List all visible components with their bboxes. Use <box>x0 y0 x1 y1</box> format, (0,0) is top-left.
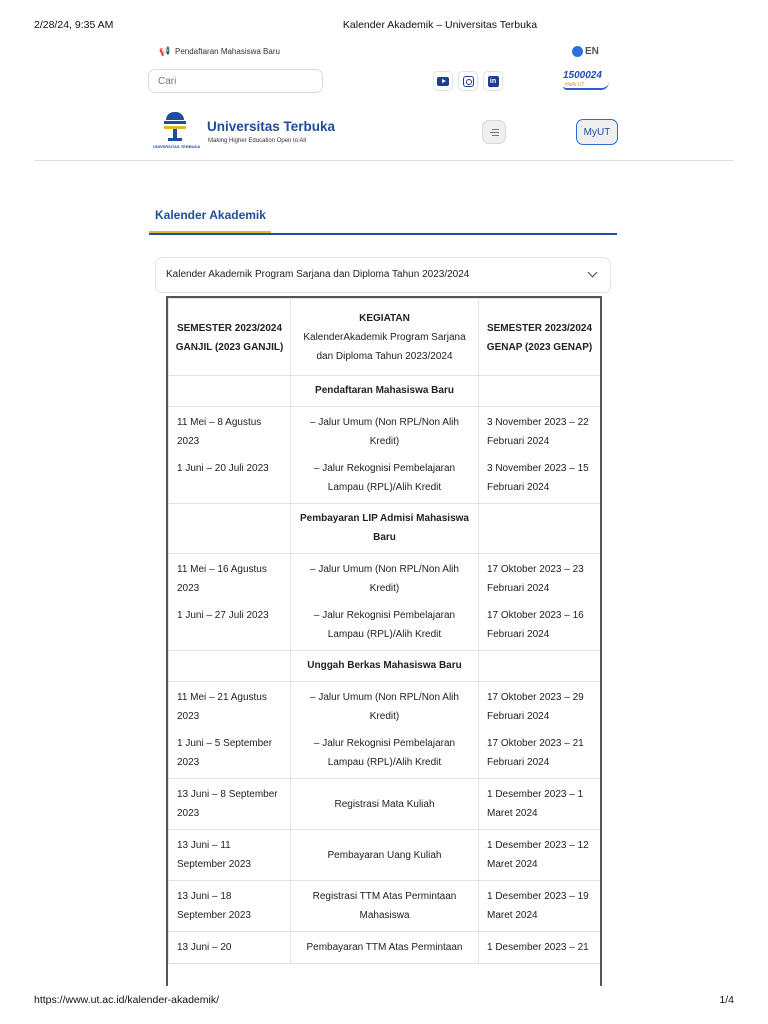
myut-button[interactable]: MyUT <box>576 119 618 145</box>
header-kegiatan <box>291 299 479 376</box>
title-underline-accent <box>149 231 271 233</box>
page-title: Kalender Akademik <box>155 208 266 222</box>
print-page-number: 1/4 <box>719 994 734 1006</box>
category-cell: Unggah Berkas Mahasiswa Baru <box>291 651 479 682</box>
kegiatan-cell: Pembayaran TTM Atas Permintaan <box>291 932 479 964</box>
header-divider <box>35 160 733 161</box>
hotline-caption: Hallo UT <box>565 82 585 88</box>
category-cell: Pendaftaran Mahasiswa Baru <box>291 376 479 407</box>
ganjil-cell: 11 Mei – 21 Agustus 2023 1 Juni – 5 September 2023 <box>169 682 291 779</box>
kegiatan-cell: Registrasi Mata Kuliah <box>291 779 479 830</box>
kegiatan-cell: – Jalur Umum (Non RPL/Non Alih Kredit) – Jalur Rekognisi Pembelajaran Lampau (RPL)/Alih Kredit <box>291 407 479 504</box>
genap-cell: 3 November 2023 – 22 Februari 2024 3 November 2023 – 15 Februari 2024 <box>479 407 601 504</box>
instagram-link[interactable] <box>458 71 478 91</box>
genap-cell: 1 Desember 2023 – 21 <box>479 932 601 964</box>
instagram-icon <box>463 76 474 87</box>
table-header-row <box>169 299 601 376</box>
kegiatan-cell: – Jalur Umum (Non RPL/Non Alih Kredit) – Jalur Rekognisi Pembelajaran Lampau (RPL)/Alih Kredit <box>291 554 479 651</box>
hamburger-icon <box>492 129 499 130</box>
title-underline <box>149 233 617 235</box>
announcement-link[interactable] <box>159 46 280 56</box>
hotline-number: 1500024 <box>563 70 602 81</box>
ganjil-cell: 13 Juni – 18 September 2023 <box>169 881 291 932</box>
ganjil-cell: 13 Juni – 11 September 2023 <box>169 830 291 881</box>
table-row <box>169 932 601 964</box>
print-url: https://www.ut.ac.id/kalender-akademik/ <box>34 994 220 1006</box>
kegiatan-cell: Pembayaran Uang Kuliah <box>291 830 479 881</box>
header-kegiatan-subtitle: KalenderAkademik Program Sarjana dan Diploma Tahun 2023/2024 <box>303 332 466 362</box>
genap-cell: 1 Desember 2023 – 12 Maret 2024 <box>479 830 601 881</box>
ganjil-cell: 13 Juni – 20 <box>169 932 291 964</box>
university-emblem-icon <box>162 112 188 142</box>
table-row <box>169 504 601 554</box>
accordion-header[interactable] <box>155 257 611 293</box>
print-header <box>0 0 768 40</box>
table-row <box>169 407 601 504</box>
linkedin-link[interactable] <box>483 71 503 91</box>
header-semester-genap: SEMESTER 2023/2024 GENAP (2023 GENAP) <box>479 299 601 376</box>
site-name: Universitas Terbuka <box>207 119 336 134</box>
print-datetime: 2/28/24, 9:35 AM <box>34 19 114 31</box>
table-row <box>169 554 601 651</box>
top-bar <box>149 46 619 62</box>
table-row <box>169 651 601 682</box>
table-row <box>169 881 601 932</box>
calendar-table <box>168 298 601 964</box>
site-logo[interactable] <box>152 110 352 152</box>
search-input[interactable] <box>148 69 323 93</box>
ganjil-cell: 11 Mei – 8 Agustus 2023 1 Juni – 20 Juli 2023 <box>169 407 291 504</box>
logo-caption: UNIVERSITAS TERBUKA <box>153 144 201 149</box>
genap-cell: 17 Oktober 2023 – 23 Februari 2024 17 Oktober 2023 – 16 Februari 2024 <box>479 554 601 651</box>
announcement-label: Pendaftaran Mahasiswa Baru <box>175 46 280 56</box>
accordion-title: Kalender Akademik Program Sarjana dan Diploma Tahun 2023/2024 <box>166 269 470 280</box>
language-switch[interactable] <box>572 46 599 57</box>
chevron-down-icon <box>588 268 598 278</box>
table-row <box>169 779 601 830</box>
ganjil-cell: 11 Mei – 16 Agustus 2023 1 Juni – 27 Juli 2023 <box>169 554 291 651</box>
megaphone-icon: 📢 <box>159 46 171 56</box>
site-tagline: Making Higher Education Open to All <box>208 138 307 144</box>
social-links <box>433 71 503 91</box>
youtube-link[interactable] <box>433 71 453 91</box>
language-label: EN <box>585 46 599 57</box>
genap-cell: 1 Desember 2023 – 19 Maret 2024 <box>479 881 601 932</box>
header-semester-ganjil: SEMESTER 2023/2024 GANJIL (2023 GANJIL) <box>169 299 291 376</box>
genap-cell: 17 Oktober 2023 – 29 Februari 2024 17 Oktober 2023 – 21 Februari 2024 <box>479 682 601 779</box>
linkedin-icon: in <box>488 76 499 87</box>
table-row <box>169 830 601 881</box>
table-row <box>169 682 601 779</box>
kegiatan-cell: – Jalur Umum (Non RPL/Non Alih Kredit) – Jalur Rekognisi Pembelajaran Lampau (RPL)/Alih Kredit <box>291 682 479 779</box>
kegiatan-cell: Registrasi TTM Atas Permintaan Mahasiswa <box>291 881 479 932</box>
print-page-title: Kalender Akademik – Universitas Terbuka <box>342 19 538 31</box>
calendar-table-container <box>166 296 602 986</box>
ganjil-cell: 13 Juni – 8 September 2023 <box>169 779 291 830</box>
hotline-logo[interactable] <box>563 69 613 93</box>
header-kegiatan-title: KEGIATAN <box>359 313 410 324</box>
category-cell: Pembayaran LIP Admisi Mahasiswa Baru <box>291 504 479 554</box>
genap-cell: 1 Desember 2023 – 1 Maret 2024 <box>479 779 601 830</box>
menu-button[interactable] <box>482 120 506 144</box>
globe-icon <box>572 46 583 57</box>
youtube-icon <box>437 77 449 86</box>
table-row <box>169 376 601 407</box>
